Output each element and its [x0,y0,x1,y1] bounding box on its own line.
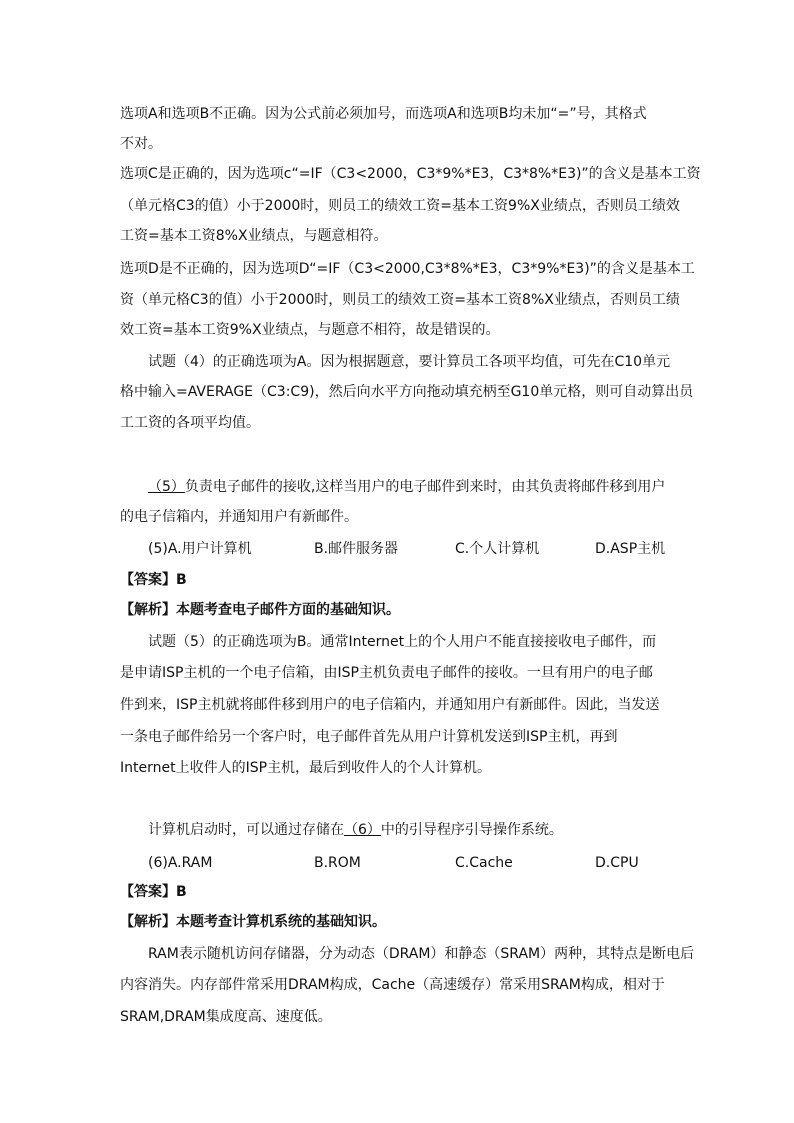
q6-analysis-line: SRAM,DRAM集成度高、速度低。 [120,1009,332,1025]
q5-option-b: B.邮件服务器 [314,541,399,557]
text-line: 效工资=基本工资9%X业绩点，与题意不相符，故是错误的。 [120,322,500,338]
q4-analysis-line: 试题（4）的正确选项为A。因为根据题意，要计算员工各项平均值，可先在C10单元 [148,354,671,370]
q5-stem-line [148,477,708,497]
q6-blank: （6） [344,822,381,838]
q5-analysis-line: 是申请ISP主机的一个电子信箱，由ISP主机负责电子邮件的接收。一旦有用户的电子邮 [120,665,653,681]
q5-option-c: C.个人计算机 [455,541,540,557]
q5-analysis-line: 试题（5）的正确选项为B。通常Internet上的个人用户不能直接接收电子邮件，而 [148,634,657,650]
q6-stem-line [148,820,708,840]
q5-analysis-line: Internet上收件人的ISP主机，最后到收件人的个人计算机。 [120,760,492,776]
q6-option-b: B.ROM [314,855,361,871]
text-line: 不对。 [120,136,162,152]
q5-option-d: D.ASP主机 [595,541,666,557]
text-line: 工资=基本工资8%X业绩点，与题意相符。 [120,228,388,244]
q6-stem-after: 中的引导程序引导操作系统。 [380,822,563,838]
q6-stem-before: 计算机启动时，可以通过存储在 [148,822,344,838]
q6-answer: 【答案】B [120,884,187,900]
text-line: 选项C是正确的，因为选项c“=IF（C3<2000，C3*9%*E3，C3*8%*E3)”的含义是基本工资 [120,166,701,182]
text-line: 选项D是不正确的，因为选项D“=IF（C3<2000,C3*8%*E3，C3*9%*E3)”的含义是基本工 [120,261,695,277]
q4-analysis-line: 工工资的各项平均值。 [120,415,260,431]
q5-option-a: (5)A.用户计算机 [148,541,252,557]
q5-stem-text: 负责电子邮件的接收,这样当用户的电子邮件到来时，由其负责将邮件移到用户 [184,479,666,495]
q6-analysis-title: 【解析】本题考查计算机系统的基础知识。 [120,914,386,930]
text-line: 选项A和选项B不正确。因为公式前必须加号，而选项A和选项B均未加“=”号，其格式 [120,106,647,122]
text-line: （单元格C3的值）小于2000时，则员工的绩效工资=基本工资9%X业绩点，否则员工绩效 [120,198,680,214]
q5-analysis-line: 一条电子邮件给另一个客户时，电子邮件首先从用户计算机发送到ISP主机，再到 [120,729,618,745]
q6-option-a: (6)A.RAM [148,855,213,871]
q6-analysis-line: RAM表示随机访问存储器，分为动态（DRAM）和静态（SRAM）两种，其特点是断电后 [148,946,695,962]
q5-stem-line: 的电子信箱内，并通知用户有新邮件。 [120,509,358,525]
q6-analysis-line: 内容消失。内存部件常采用DRAM构成，Cache（高速缓存）常采用SRAM构成，相对于 [120,977,665,993]
text-line: 资（单元格C3的值）小于2000时，则员工的绩效工资=基本工资8%X业绩点，否则员工绩 [120,292,680,308]
q6-option-c: C.Cache [455,855,513,871]
q4-analysis-line: 格中输入=AVERAGE（C3:C9)，然后向水平方向拖动填充柄至G10单元格，则可自动算出员 [120,384,694,400]
q5-blank: （5） [148,479,185,495]
q5-analysis-line: 件到来，ISP主机就将邮件移到用户的电子信箱内，并通知用户有新邮件。因此，当发送 [120,697,660,713]
q5-analysis-title: 【解析】本题考查电子邮件方面的基础知识。 [120,602,400,618]
q5-answer: 【答案】B [120,572,187,588]
q6-option-d: D.CPU [595,855,639,871]
